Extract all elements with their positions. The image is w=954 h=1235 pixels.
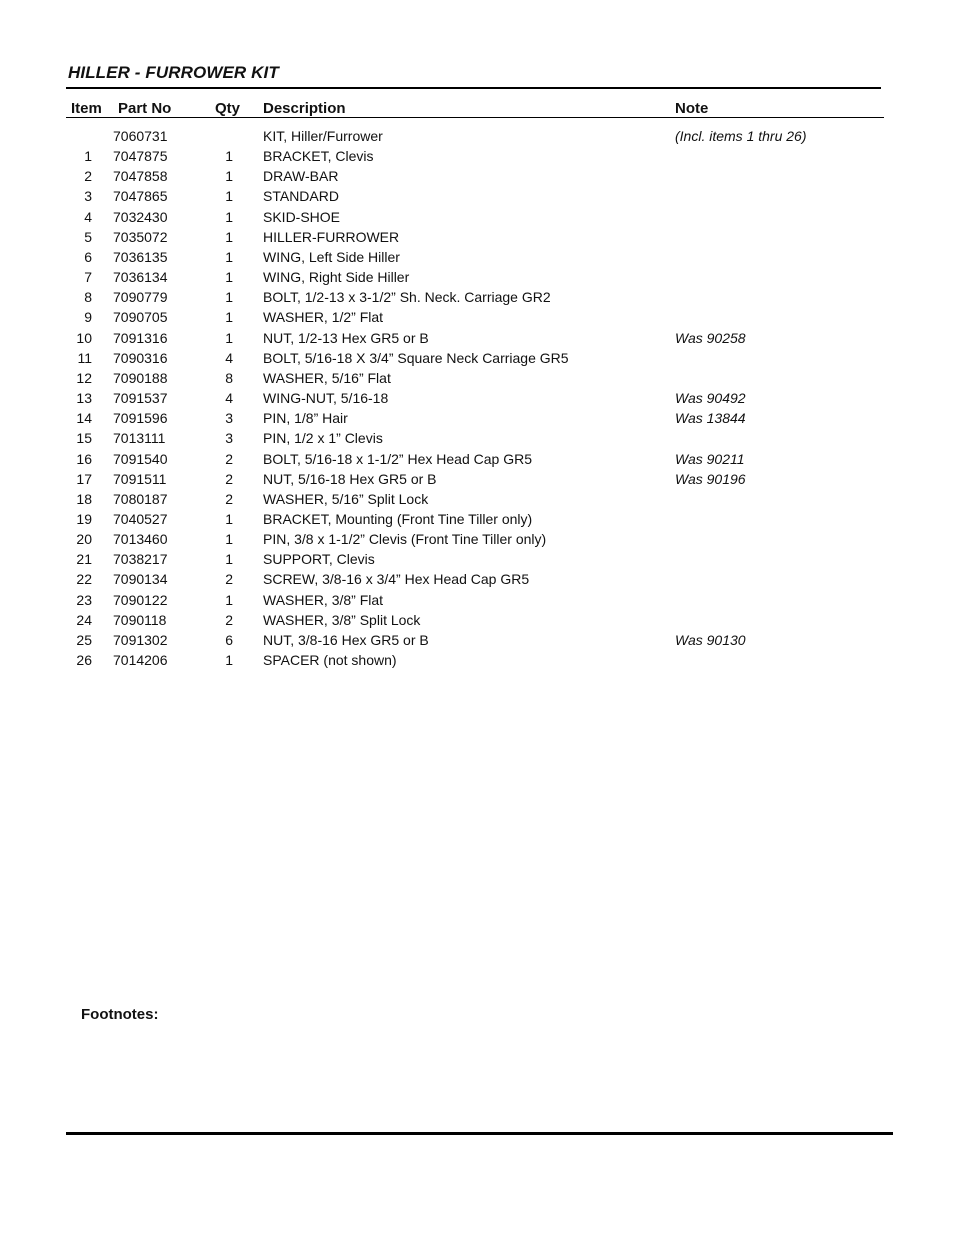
- cell-part-no: 7035072: [113, 228, 168, 245]
- table-row: [0, 288, 954, 308]
- cell-part-no: 7091511: [113, 470, 167, 487]
- cell-item: 16: [76, 450, 92, 467]
- table-row: [0, 409, 954, 429]
- cell-part-no: 7047865: [113, 188, 168, 205]
- cell-item: 2: [84, 168, 92, 185]
- cell-item: 7: [84, 269, 92, 286]
- cell-item: 9: [84, 309, 92, 326]
- cell-qty: 4: [225, 349, 233, 366]
- cell-item: 6: [84, 248, 92, 265]
- bottom-divider: [66, 1132, 893, 1135]
- cell-item: 19: [76, 510, 92, 527]
- table-row: [0, 631, 954, 651]
- cell-part-no: 7014206: [113, 652, 168, 669]
- cell-part-no: 7090316: [113, 349, 168, 366]
- table-row: [0, 490, 954, 510]
- cell-qty: 2: [225, 490, 233, 507]
- cell-description: BOLT, 1/2-13 x 3-1/2” Sh. Neck. Carriage GR2: [263, 289, 551, 306]
- cell-qty: 2: [225, 571, 233, 588]
- cell-part-no: 7090705: [113, 309, 168, 326]
- cell-item: 3: [84, 188, 92, 205]
- parts-table: [0, 127, 954, 671]
- cell-item: 25: [76, 631, 92, 648]
- cell-qty: 1: [225, 289, 233, 306]
- cell-qty: 1: [225, 329, 233, 346]
- cell-qty: 1: [225, 248, 233, 265]
- cell-part-no: 7091302: [113, 631, 168, 648]
- cell-part-no: 7040527: [113, 510, 168, 527]
- cell-item: 21: [76, 551, 92, 568]
- cell-description: BRACKET, Mounting (Front Tine Tiller only): [263, 510, 533, 527]
- table-row: [0, 187, 954, 207]
- cell-description: WING, Left Side Hiller: [263, 248, 400, 265]
- cell-note: (Incl. items 1 thru 26): [675, 128, 807, 144]
- table-row: [0, 147, 954, 167]
- table-row: [0, 228, 954, 248]
- cell-item: 18: [76, 490, 92, 507]
- cell-description: WASHER, 1/2” Flat: [263, 309, 384, 326]
- cell-part-no: 7013111: [113, 430, 166, 447]
- cell-part-no: 7060731: [113, 128, 168, 144]
- cell-item: 15: [76, 430, 92, 447]
- table-row: [0, 651, 954, 671]
- cell-description: STANDARD: [263, 188, 339, 205]
- table-row: [0, 450, 954, 470]
- table-row: [0, 611, 954, 631]
- page-title: HILLER - FURROWER KIT: [68, 63, 279, 82]
- cell-part-no: 7038217: [113, 551, 168, 568]
- cell-description: SUPPORT, Clevis: [263, 551, 375, 568]
- cell-qty: 3: [225, 430, 233, 447]
- title-divider: [66, 87, 881, 89]
- cell-item: 23: [76, 591, 92, 608]
- cell-qty: 4: [225, 390, 233, 407]
- table-row: [0, 127, 954, 147]
- table-row: [0, 510, 954, 530]
- cell-qty: 1: [225, 269, 233, 286]
- cell-note: Was 90492: [675, 390, 746, 407]
- cell-description: HILLER-FURROWER: [263, 228, 400, 245]
- table-row: [0, 591, 954, 611]
- cell-part-no: 7091540: [113, 450, 168, 467]
- cell-description: WASHER, 5/16” Flat: [263, 369, 391, 386]
- table-row: [0, 570, 954, 590]
- cell-item: 1: [84, 148, 92, 165]
- cell-item: 12: [76, 369, 92, 386]
- cell-part-no: 7090188: [113, 369, 168, 386]
- cell-qty: 1: [225, 309, 233, 326]
- cell-qty: 3: [225, 410, 233, 427]
- cell-note: Was 90211: [675, 450, 745, 467]
- cell-qty: 1: [225, 551, 233, 568]
- cell-item: 10: [76, 329, 92, 346]
- cell-description: WASHER, 3/8” Flat: [263, 591, 384, 608]
- cell-qty: 8: [225, 369, 233, 386]
- cell-description: WING-NUT, 5/16-18: [263, 390, 389, 407]
- cell-part-no: 7091596: [113, 410, 168, 427]
- cell-item: 13: [76, 390, 92, 407]
- cell-part-no: 7090118: [113, 611, 167, 628]
- cell-part-no: 7090122: [113, 591, 168, 608]
- cell-qty: 1: [225, 510, 233, 527]
- table-row: [0, 429, 954, 449]
- cell-description: PIN, 1/8” Hair: [263, 410, 348, 427]
- table-row: [0, 248, 954, 268]
- cell-part-no: 7080187: [113, 490, 168, 507]
- cell-qty: 6: [225, 631, 233, 648]
- cell-item: 14: [76, 410, 92, 427]
- cell-item: 8: [84, 289, 92, 306]
- cell-description: WASHER, 3/8” Split Lock: [263, 611, 421, 628]
- table-row: [0, 470, 954, 490]
- cell-qty: 1: [225, 148, 233, 165]
- cell-qty: 1: [225, 168, 233, 185]
- cell-item: 24: [76, 611, 92, 628]
- cell-description: BOLT, 5/16-18 x 1-1/2” Hex Head Cap GR5: [263, 450, 532, 467]
- table-row: [0, 349, 954, 369]
- cell-description: WASHER, 5/16” Split Lock: [263, 490, 429, 507]
- cell-part-no: 7090779: [113, 289, 168, 306]
- cell-description: NUT, 5/16-18 Hex GR5 or B: [263, 470, 437, 487]
- cell-qty: 1: [225, 208, 233, 225]
- cell-qty: 2: [225, 611, 233, 628]
- cell-part-no: 7036135: [113, 248, 168, 265]
- header-item: Item: [71, 100, 102, 117]
- cell-item: 11: [77, 349, 92, 366]
- cell-item: 26: [76, 652, 92, 669]
- cell-part-no: 7090134: [113, 571, 168, 588]
- cell-description: BRACKET, Clevis: [263, 148, 374, 165]
- cell-description: WING, Right Side Hiller: [263, 269, 410, 286]
- cell-item: 4: [84, 208, 92, 225]
- cell-qty: 2: [225, 450, 233, 467]
- cell-part-no: 7047858: [113, 168, 168, 185]
- cell-qty: 1: [225, 531, 233, 548]
- cell-description: SKID-SHOE: [263, 208, 341, 225]
- cell-qty: 1: [225, 228, 233, 245]
- cell-note: Was 90258: [675, 329, 746, 346]
- table-row: [0, 530, 954, 550]
- table-row: [0, 369, 954, 389]
- header-part-no: Part No: [118, 100, 172, 117]
- table-row: [0, 208, 954, 228]
- cell-item: 22: [76, 571, 92, 588]
- table-row: [0, 329, 954, 349]
- cell-description: DRAW-BAR: [263, 168, 339, 185]
- cell-part-no: 7013460: [113, 531, 168, 548]
- cell-part-no: 7032430: [113, 208, 168, 225]
- cell-qty: 1: [225, 591, 233, 608]
- header-divider: [66, 117, 884, 118]
- cell-description: BOLT, 5/16-18 X 3/4” Square Neck Carriage GR5: [263, 349, 569, 366]
- header-description: Description: [263, 100, 346, 117]
- table-row: [0, 550, 954, 570]
- cell-description: SCREW, 3/8-16 x 3/4” Hex Head Cap GR5: [263, 571, 530, 588]
- cell-item: 5: [84, 228, 92, 245]
- cell-item: 20: [76, 531, 92, 548]
- cell-qty: 1: [225, 652, 233, 669]
- cell-note: Was 90196: [675, 470, 746, 487]
- cell-description: SPACER (not shown): [263, 652, 397, 669]
- cell-qty: 1: [225, 188, 233, 205]
- footnotes-label: Footnotes:: [81, 1006, 159, 1023]
- table-row: [0, 389, 954, 409]
- cell-description: KIT, Hiller/Furrower: [263, 128, 383, 144]
- cell-item: 17: [76, 470, 92, 487]
- cell-qty: 2: [225, 470, 233, 487]
- cell-description: PIN, 1/2 x 1” Clevis: [263, 430, 383, 447]
- cell-part-no: 7091537: [113, 390, 168, 407]
- table-row: [0, 268, 954, 288]
- header-qty: Qty: [215, 100, 241, 117]
- cell-part-no: 7047875: [113, 148, 168, 165]
- table-row: [0, 308, 954, 328]
- cell-description: PIN, 3/8 x 1-1/2” Clevis (Front Tine Tiller only): [263, 531, 547, 548]
- cell-description: NUT, 3/8-16 Hex GR5 or B: [263, 631, 429, 648]
- cell-note: Was 90130: [675, 631, 746, 648]
- cell-part-no: 7036134: [113, 269, 168, 286]
- cell-part-no: 7091316: [113, 329, 168, 346]
- cell-note: Was 13844: [675, 410, 746, 427]
- header-note: Note: [675, 100, 709, 117]
- cell-description: NUT, 1/2-13 Hex GR5 or B: [263, 329, 429, 346]
- table-row: [0, 167, 954, 187]
